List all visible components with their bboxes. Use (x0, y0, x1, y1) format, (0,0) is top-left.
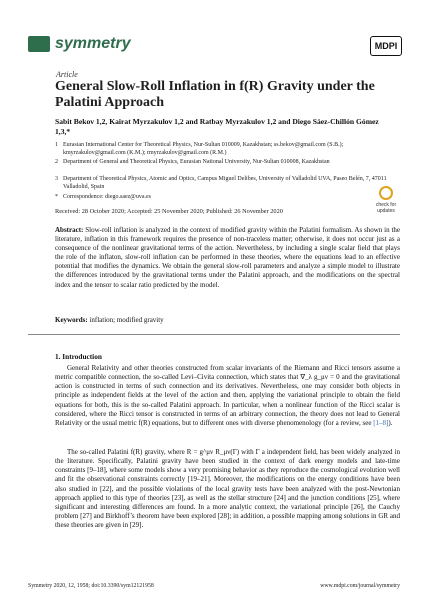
citation-link[interactable]: [1–8] (373, 418, 389, 427)
author-list: Sabit Bekov 1,2, Kairat Myrzakulov 1,2 and Ratbay Myrzakulov 1,2 and Diego Sáez-Chillón Gómez 1,3,* (55, 117, 379, 136)
keywords-text: inflation; modified gravity (89, 316, 164, 324)
paragraph-1: General Relativity and other theories constructed from scalar invariants of the Riemann and Ricci tensors assume a metric compatible connection, the so-called Levi–Civita connection, which states that ∇_λ g_μν = 0 and the gravitational action is constructed in terms of such connection and its derivatives. Nevertheless, one may consider both objects in principle as independent fields at the level of the action and then, applying the variational principle to obtain the field equations for both, this is the so-called Palatini approach. In particular, when a nonlinear function of the Ricci scalar is considered, where the Ricci tensor is constructed in terms of an arbitrary connection, the theory does not lead to General Relativity or the usual metric f(R) equations, but to different ones with diverse phenomenology (for a review, see [1–8]). (55, 364, 400, 427)
paragraph-2: The so-called Palatini f(R) gravity, where R = g^μν R_μν(Γ) with Γ a independent field, has been widely analyzed in the literature. Specifically, Palatini gravity have been studied in the context of dark energy models and late-time constraints [9–18], where some models show a very promising behavior as they reproduce the cosmological evolution well and fit the observational constraints correctly [19–21]. Moreover, the modifications on the energy conditions have been also studied in [22], and the possible violations of the local gravity tests have been analyzed with the post-Newtonian approach applied to this type of theories [23], as well as the stellar structure [24] and the junction conditions [25], where significant and interesting differences are found. In a more analytic context, the variational principle [26], the Cauchy problem [27] and Birkhoff’s theorem have been explored [28]; in addition, a possible mapping among solutions in GR and these theories are given in [29]. (55, 448, 400, 530)
section-heading: 1. Introduction (55, 352, 102, 361)
abstract-text: Slow-roll inflation is analyzed in the context of modified gravity within the Palatini formalism. As shown in the literature, inflation in this framework requires the presence of non-traceless matter; otherwise, it does not occur just as a consequence of the nonlinear gravitational terms of the action. Nevertheless, by including a single scalar field that plays the role of the inflaton, slow-roll inflation can be performed in these theories, where the equations lead to an effective potential that modifies the dynamics. We obtain the general slow-roll parameters and analyze a simple model to illustrate the differences introduced by the gravitational terms under the Palatini approach, and the modifications on the spectral index and the tensor to scalar ratio predicted by the model. (55, 226, 400, 289)
check-updates-icon (379, 186, 393, 200)
section-divider (28, 334, 400, 335)
article-type: Article (56, 70, 78, 79)
check-updates-badge[interactable]: check for updates (370, 186, 402, 214)
publisher-logo: MDPI (370, 36, 402, 56)
journal-logo-icon (28, 36, 50, 52)
journal-name: symmetry (55, 35, 131, 52)
affiliation-3: 3 Department of Theoretical Physics, Atomic and Optics, Campus Miguel Delibes, University of Valladolid UVA, Paseo Belén, 7, 47011 Valladolid, Spain (55, 176, 387, 190)
keywords-label: Keywords: (55, 316, 88, 324)
footer-url[interactable]: www.mdpi.com/journal/symmetry (320, 583, 400, 589)
correspondence: * Correspondence: diego.saez@uva.es (55, 194, 151, 200)
publication-dates: Received: 28 October 2020; Accepted: 25 November 2020; Published: 26 November 2020 (55, 208, 283, 215)
affiliation-2: 2 Department of General and Theoretical Physics, Eurasian National University, Nur-Sultan 010008, Kazakhstan (55, 159, 330, 165)
abstract (55, 226, 400, 290)
paper-title: General Slow-Roll Inflation in f(R) Gravity under the Palatini Approach (55, 79, 375, 110)
keywords (55, 316, 400, 324)
abstract-label: Abstract: (55, 226, 84, 234)
affiliation-1: 1 Eurasian International Center for Theoretical Physics, Nur-Sultan 010009, Kazakhstan; ss.bekov@gmail.com (S.B.); kmyrzakulov@gmail.com (K.M.); rmyrzakulov@gmail.com (R.M.) (55, 142, 344, 156)
footer-citation: Symmetry 2020, 12, 1958; doi:10.3390/sym12121958 (28, 583, 154, 589)
